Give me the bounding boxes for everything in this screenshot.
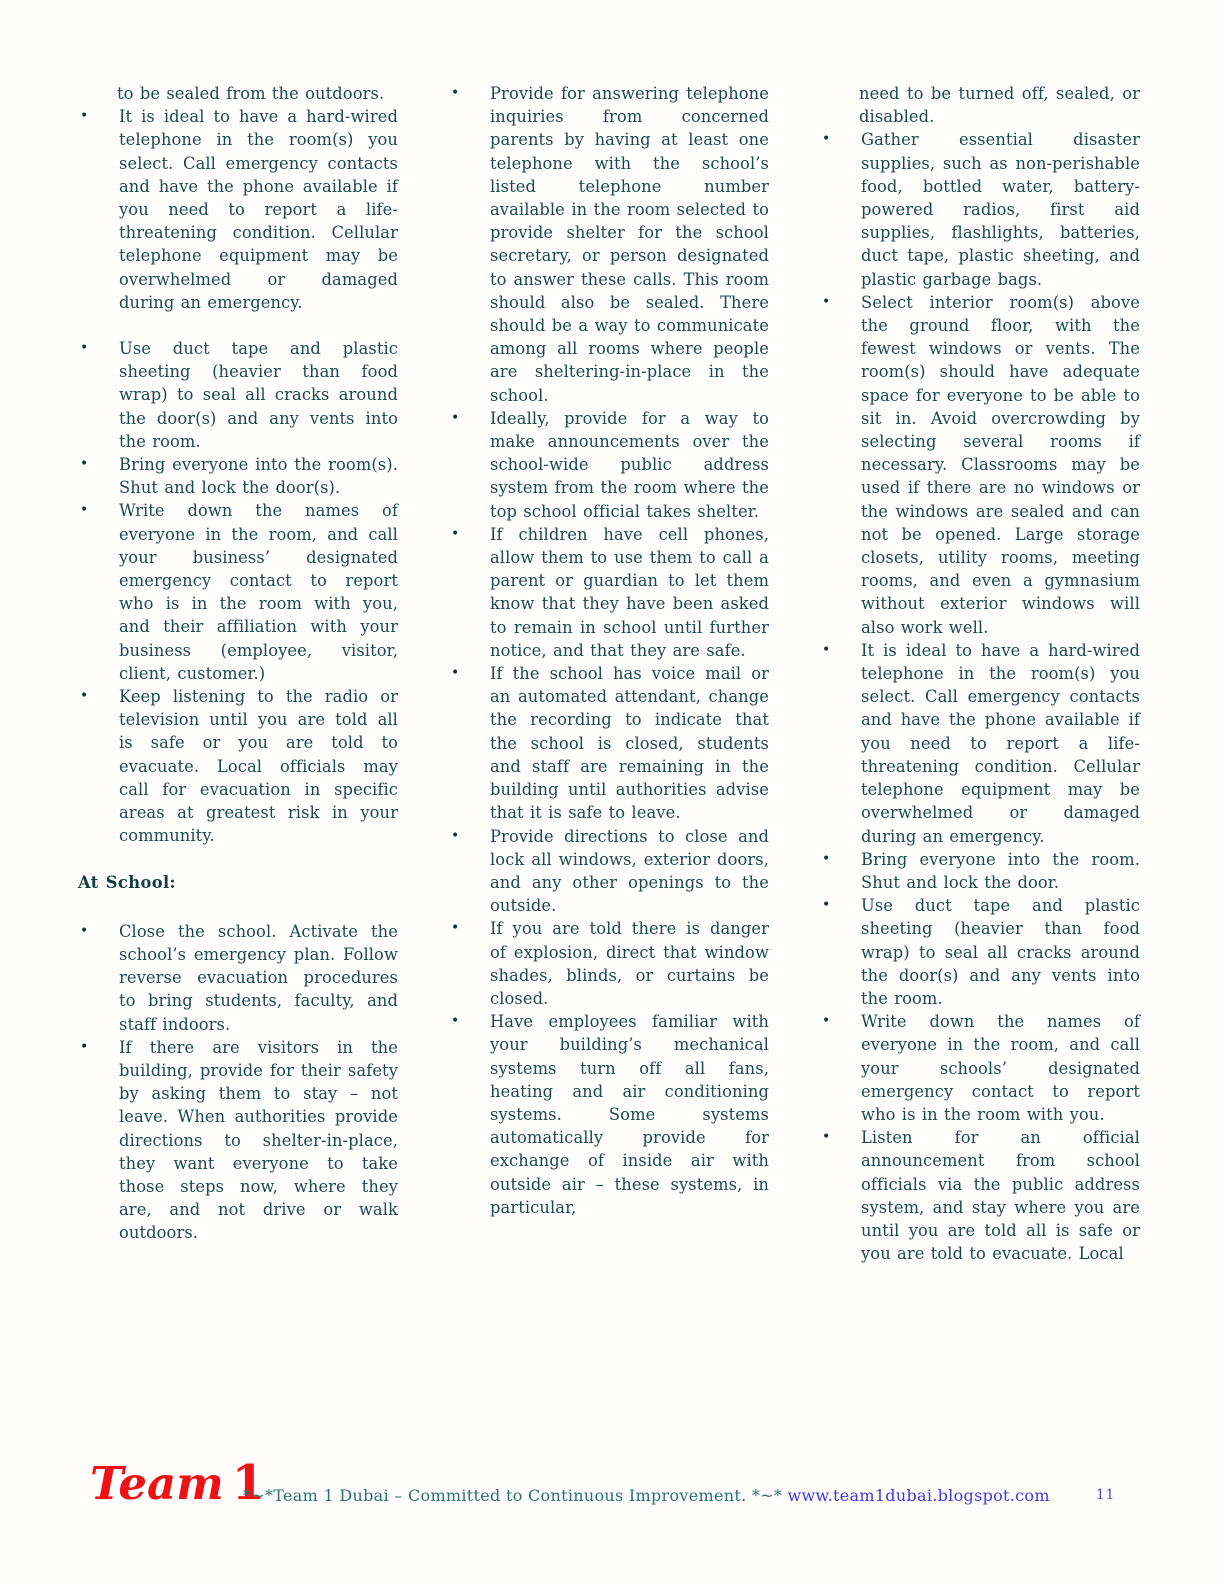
bullet-text: Select interior room(s) above the ground floor, with the fewest windows or vents. The room(s) should have adequate space for everyone to be able to sit in. Avoid overcrowding by selecting several rooms if necessary. Classrooms may be used if there are no windows or the windows are sealed and can not be opened. Large storage closets, utility rooms, meeting rooms, and even a gymnasium without exterior windows will also work well. <box>861 292 1140 637</box>
bullet-item <box>78 337 398 453</box>
bullet-item <box>449 1010 769 1219</box>
bullet-text: Keep listening to the radio or television until you are told all is safe or you are told to evacuate. Local officials may call for evacuation in specific areas at greatest risk in your community. <box>119 687 398 846</box>
bullet-text: Ideally, provide for a way to make announcements over the school-wide public address system from the room where the top school official takes shelter. <box>490 408 769 521</box>
bullet-icon: • <box>822 1013 831 1030</box>
bullet-icon: • <box>80 340 89 357</box>
bullet-item <box>820 639 1140 848</box>
bullet-icon: • <box>822 897 831 914</box>
bullet-item <box>820 128 1140 290</box>
bullet-text: Provide directions to close and lock all windows, exterior doors, and any other openings to the outside. <box>490 826 769 916</box>
column-2 <box>449 82 769 1265</box>
bullet-text: If the school has voice mail or an automated attendant, change the recording to indicate that the school is closed, students and staff are remaining in the building until authorities advise that it is safe to leave. <box>490 664 769 823</box>
bullet-text: If there are visitors in the building, provide for their safety by asking them to stay – not leave. When authorities provide directions to shelter-in-place, they want everyone to take those steps now, where they are, and not drive or walk outdoors. <box>119 1037 398 1243</box>
bullet-item <box>78 453 398 499</box>
bullet-text: If you are told there is danger of explosion, direct that window shades, blinds, or curtains be closed. <box>490 919 769 1008</box>
bullet-item <box>449 407 769 523</box>
bullet-icon: • <box>822 293 831 310</box>
bullet-text: It is ideal to have a hard-wired telephone in the room(s) you select. Call emergency contacts and have the phone available if you need to report a life-threatening condition. Cellular telephone equipment may be overwhelmed or damaged during an emergency. <box>119 107 398 312</box>
bullet-text: Listen for an official announcement from school officials via the public address system, and stay where you are until you are told all is safe or you are told to evacuate. Local <box>861 1128 1140 1264</box>
section-heading: At School: <box>78 872 176 892</box>
bullet-item <box>78 685 398 847</box>
bullet-text: Write down the names of everyone in the room, and call your business’ designated emergency contact to report who is in the room with you, and their affiliation with your business (employee, visitor, client, customer.) <box>119 501 398 683</box>
bullet-item <box>78 920 398 1036</box>
bullet-item <box>78 499 398 685</box>
bullet-item <box>78 1036 398 1245</box>
footer-website-link[interactable]: www.team1dubai.blogspot.com <box>787 1486 1050 1505</box>
team1-logo <box>90 1455 265 1511</box>
bullet-item <box>820 291 1140 639</box>
bullet-icon: • <box>822 1129 831 1146</box>
bullet-icon: • <box>80 688 89 705</box>
bullet-item <box>449 523 769 662</box>
column-1 <box>78 82 398 1265</box>
bullet-text: Bring everyone into the room. Shut and lock the door. <box>861 849 1140 892</box>
bullet-text: Use duct tape and plastic sheeting (heavier than food wrap) to seal all cracks around the door(s) and any vents into the room. <box>119 339 398 451</box>
bullet-icon: • <box>80 456 89 473</box>
bullet-icon: • <box>80 922 89 939</box>
bullet-item <box>449 662 769 824</box>
bullet-icon: • <box>80 502 89 519</box>
bullet-text: It is ideal to have a hard-wired telephone in the room(s) you select. Call emergency contacts and have the phone available if you need to report a life-threatening condition. Cellular telephone equipment may be overwhelmed or damaged during an emergency. <box>861 640 1140 846</box>
logo-team-text: Team <box>90 1457 224 1510</box>
footer-tagline-text: *~*Team 1 Dubai – Committed to Continuous Improvement. *~* <box>243 1486 788 1505</box>
bullet-item <box>820 848 1140 894</box>
logo-one-text: 1 <box>231 1455 266 1511</box>
bullet-item <box>449 917 769 1010</box>
bullet-icon: • <box>451 409 460 426</box>
bullet-item <box>78 105 398 314</box>
bullet-icon: • <box>822 850 831 867</box>
bullet-text: Provide for answering telephone inquiries from concerned parents by having at least one telephone with the school’s listed telephone number available in the room selected to provide shelter for the school secretary, or person designated to answer these calls. This room should also be sealed. There should be a way to communicate among all rooms where people are sheltering-in-place in the school. <box>490 84 769 405</box>
bullet-icon: • <box>822 131 831 148</box>
column-3 <box>820 82 1140 1265</box>
bullet-item <box>820 1010 1140 1126</box>
bullet-icon: • <box>80 1038 89 1055</box>
paragraph-continuation: to be sealed from the outdoors. <box>117 84 385 103</box>
document-body <box>78 82 1140 1265</box>
bullet-item <box>449 82 769 407</box>
bullet-text: If children have cell phones, allow them to use them to call a parent or guardian to let them know that they have been asked to remain in school until further notice, and that they are safe. <box>490 524 769 660</box>
bullet-text: Write down the names of everyone in the room, and call your schools’ designated emergency contact to report who is in the room with you. <box>861 1012 1140 1124</box>
bullet-text: Gather essential disaster supplies, such as non-perishable food, bottled water, battery-powered radios, first aid supplies, flashlights, batteries, duct tape, plastic sheeting, and plastic garbage bags. <box>861 130 1140 289</box>
bullet-text: Use duct tape and plastic sheeting (heavier than food wrap) to seal all cracks around the door(s) and any vents into the room. <box>861 896 1140 1008</box>
bullet-icon: • <box>451 665 460 682</box>
bullet-text: Bring everyone into the room(s). Shut and lock the door(s). <box>119 455 398 498</box>
page-number: 11 <box>1096 1487 1116 1503</box>
bullet-icon: • <box>451 85 460 101</box>
bullet-icon: • <box>822 641 831 658</box>
bullet-icon: • <box>451 1013 460 1030</box>
bullet-icon: • <box>451 920 460 937</box>
paragraph-spacer <box>78 314 398 337</box>
bullet-item <box>449 825 769 918</box>
paragraph-continuation: need to be turned off, sealed, or disabled. <box>859 84 1140 127</box>
bullet-text: Close the school. Activate the school’s emergency plan. Follow reverse evacuation procedures to bring students, faculty, and staff indoors. <box>119 921 398 1034</box>
bullet-item <box>820 894 1140 1010</box>
bullet-icon: • <box>80 108 89 125</box>
bullet-icon: • <box>451 525 460 542</box>
footer-tagline <box>243 1486 1050 1505</box>
bullet-icon: • <box>451 827 460 844</box>
bullet-text: Have employees familiar with your building’s mechanical systems turn off all fans, heating and air conditioning systems. Some systems automatically provide for exchange of inside air with outside air – these systems, in particular, <box>490 1012 769 1217</box>
bullet-item <box>820 1126 1140 1265</box>
